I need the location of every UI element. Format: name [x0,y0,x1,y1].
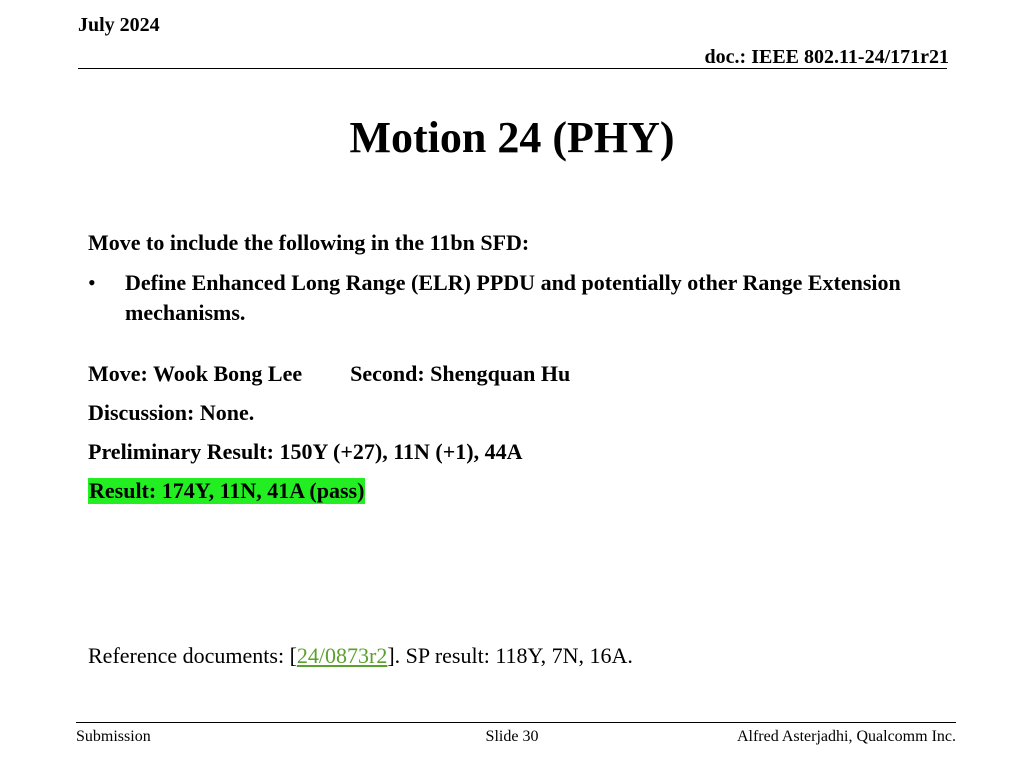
reference-document-link[interactable]: 24/0873r2 [296,643,388,668]
preliminary-result: Preliminary Result: 150Y (+27), 11N (+1), 44A [88,439,523,464]
result-line [88,476,948,506]
footer-divider [76,722,956,723]
final-result-highlight: Result: 174Y, 11N, 41A (pass) [89,478,365,503]
reference-prefix: Reference documents: [ [88,643,297,668]
discussion-text: Discussion: None. [88,400,255,425]
motion-intro: Move to include the following in the 11bn SFD: [88,230,530,255]
motion-body [88,228,948,515]
mover-name: Move: Wook Bong Lee [88,361,303,386]
spacer [88,328,948,359]
bullet-icon: • [88,270,96,295]
motion-bullet-text: Define Enhanced Long Range (ELR) PPDU and potentially other Range Extension mechanisms. [125,270,901,325]
header-date: July 2024 [78,14,160,36]
header-doc-id: doc.: IEEE 802.11-24/171r21 [704,46,949,68]
motion-bullet-item [88,268,948,328]
footer-submission: Submission [76,728,151,745]
slide-title: Motion 24 (PHY) [349,113,675,162]
header-divider [78,68,947,69]
mover-row [88,359,948,389]
footer-author: Alfred Asterjadhi, Qualcomm Inc. [736,728,956,745]
reference-line [88,643,633,669]
footer-slide-number: Slide 30 [485,728,539,745]
seconder-name: Second: Shengquan Hu [350,361,571,386]
reference-suffix: ]. SP result: 118Y, 7N, 16A. [387,643,633,668]
